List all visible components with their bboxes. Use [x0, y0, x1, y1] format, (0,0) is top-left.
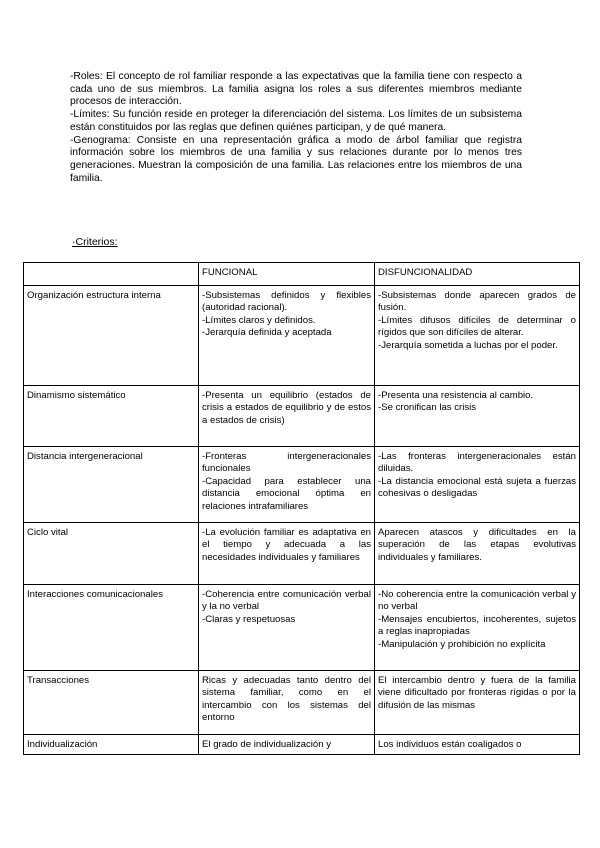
- cell-line: -Manipulación y prohibición no explícita: [378, 638, 546, 650]
- cell-line: -Presenta una resistencia al cambio.: [378, 390, 534, 401]
- funcional-cell: [199, 286, 375, 386]
- criterion-cell: Ciclo vital: [24, 523, 199, 585]
- cell-line: -Subsistemas definidos y flexibles (autoridad racional).: [202, 290, 371, 314]
- table-row: [24, 585, 580, 671]
- disfuncional-cell: [375, 386, 580, 447]
- cell-line: -Límites difusos difíciles de determinar o rígidos que son difíciles de alterar.: [378, 314, 576, 339]
- table-header-row: [24, 263, 580, 286]
- header-cell-empty: [24, 263, 199, 286]
- cell-line: -Mensajes encubiertos, incoherentes, sujetos a reglas inapropiadas: [378, 613, 576, 638]
- cell-line: -La evolución familiar es adaptativa en el tiempo y adecuada a las necesidades individuales y familiares: [202, 527, 371, 563]
- criterion-cell: Organización estructura interna: [24, 286, 199, 386]
- criterion-cell: Distancia intergeneracional: [24, 447, 199, 523]
- funcional-cell: [199, 585, 375, 671]
- cell-line: -Jerarquía definida y aceptada: [202, 327, 332, 339]
- cell-line: -Límites claros y definidos.: [202, 314, 316, 326]
- table-row: [24, 523, 580, 585]
- criteria-table: [23, 262, 580, 755]
- cell-line: Ricas y adecuadas tanto dentro del sistema familiar, como en el intercambio con los sistemas del entorno: [202, 675, 371, 724]
- disfuncional-cell: [375, 671, 580, 735]
- table-row: [24, 286, 580, 386]
- paragraph-roles: -Roles: El concepto de rol familiar responde a las expectativas que la familia tiene con respecto a cada uno de sus miembros. La familia asigna los roles a sus diferentes miembros mediante procesos de interacción.: [70, 71, 522, 108]
- cell-line: -Coherencia entre comunicación verbal y la no verbal: [202, 589, 371, 613]
- funcional-cell: [199, 671, 375, 735]
- criterios-heading: ·Criterios:: [72, 236, 118, 248]
- criterion-cell: Individualización: [24, 735, 199, 755]
- disfuncional-cell: [375, 735, 580, 755]
- table-row: [24, 447, 580, 523]
- cell-line: -No coherencia entre la comunicación verbal y no verbal: [378, 589, 576, 613]
- disfuncional-cell: [375, 447, 580, 523]
- cell-line: -Fronteras intergeneracionales funcionales: [202, 451, 371, 475]
- cell-line: El grado de individualización y: [202, 739, 332, 750]
- table-row: [24, 671, 580, 735]
- cell-line: -Capacidad para establecer una distancia emocional óptima en relaciones intrafamiliares: [202, 475, 371, 512]
- cell-line: Los individuos están coaligados o: [378, 739, 522, 750]
- criterion-cell: Dinamismo sistemático: [24, 386, 199, 447]
- funcional-cell: [199, 447, 375, 523]
- criterion-cell: Transacciones: [24, 671, 199, 735]
- cell-line: -Claras y respetuosas: [202, 613, 296, 625]
- cell-line: -Subsistemas donde aparecen grados de fusión.: [378, 290, 576, 314]
- intro-paragraphs: [70, 71, 522, 185]
- cell-line: -Jerarquía sometida a luchas por el poder.: [378, 339, 558, 351]
- paragraph-limites: -Límites: Su función reside en proteger la diferenciación del sistema. Los límites de un subsistema están constituidos por las reglas que definen quiénes participan, y de qué manera.: [70, 109, 522, 133]
- cell-line: -La distancia emocional está sujeta a fuerzas cohesivas o desligadas: [378, 475, 576, 500]
- header-cell-funcional: FUNCIONAL: [199, 263, 375, 286]
- funcional-cell: [199, 386, 375, 447]
- criterion-cell: Interacciones comunicacionales: [24, 585, 199, 671]
- cell-line: -Presenta un equilibrio (estados de crisis a estados de equilibrio y de estos a estados de crisis): [202, 390, 371, 426]
- disfuncional-cell: [375, 585, 580, 671]
- funcional-cell: [199, 735, 375, 755]
- table-row: [24, 386, 580, 447]
- table-row: [24, 735, 580, 755]
- header-cell-disfuncionalidad: DISFUNCIONALIDAD: [375, 263, 580, 286]
- cell-line: -Las fronteras intergeneracionales están diluidas.: [378, 451, 576, 475]
- funcional-cell: [199, 523, 375, 585]
- cell-line: El intercambio dentro y fuera de la familia viene dificultado por fronteras rígidas o por la difusión de las mismas: [378, 675, 576, 711]
- cell-line: -Se cronifican las crisis: [378, 402, 477, 414]
- cell-line: Aparecen atascos y dificultades en la superación de las etapas evolutivas individuales y familiares.: [378, 527, 576, 563]
- paragraph-genograma: -Genograma: Consiste en una representación gráfica a modo de árbol familiar que registra información sobre los miembros de una familia y sus relaciones durante por lo menos tres generaciones. Muestran la composición de una familia. Las relaciones entre los miembros de una familia.: [70, 134, 522, 184]
- disfuncional-cell: [375, 523, 580, 585]
- disfuncional-cell: [375, 286, 580, 386]
